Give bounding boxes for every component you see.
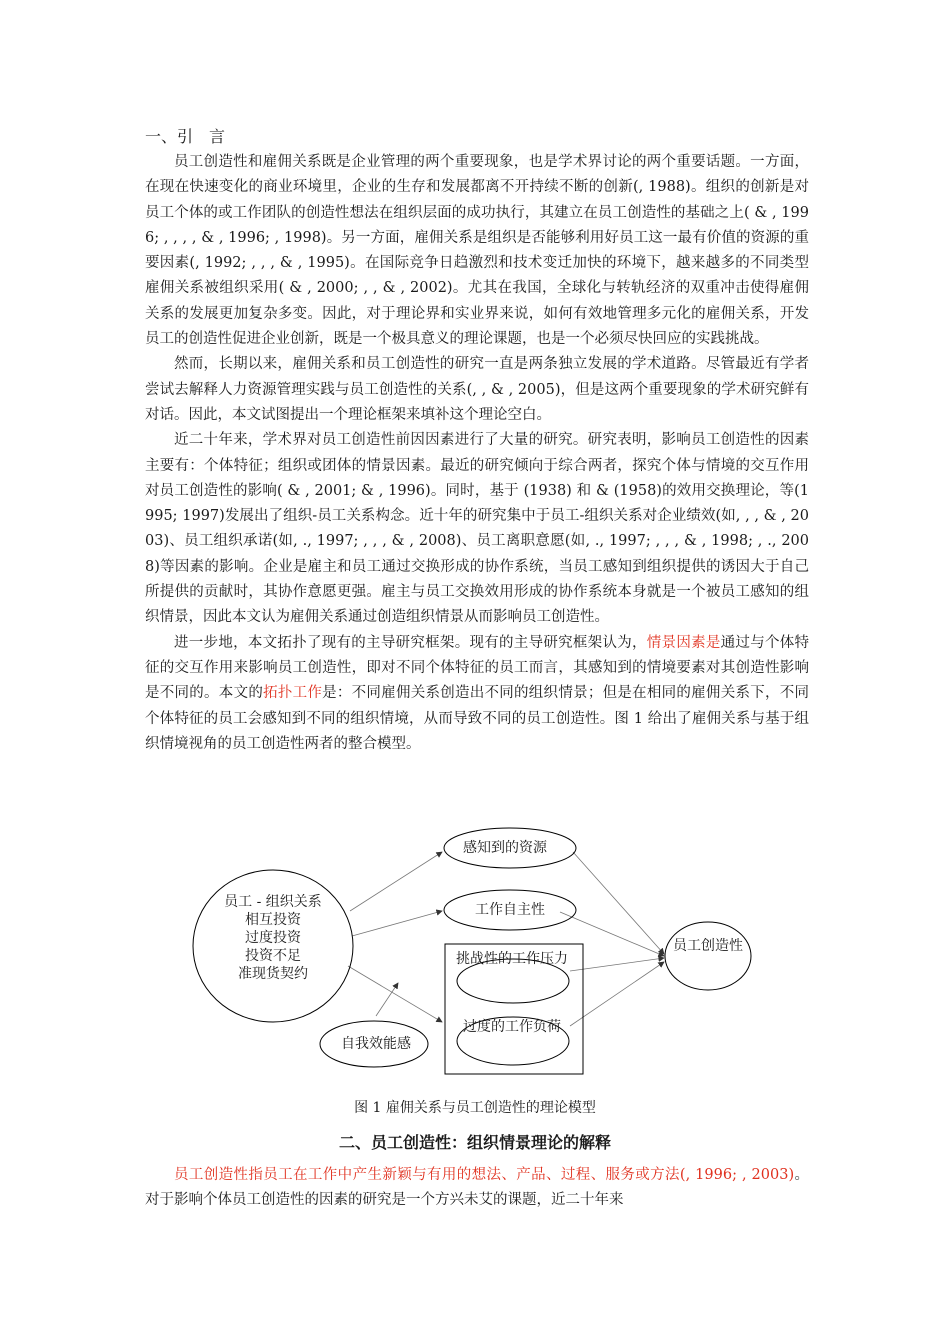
employee-creativity-node: [665, 922, 751, 990]
perceived-resources-label: 感知到的资源: [463, 840, 547, 856]
section-1: [145, 124, 809, 757]
arrow-relation-to-challenge-box: [348, 966, 442, 1022]
work-overload-label: 过度的工作负荷: [463, 1019, 561, 1035]
relation-label-2: 过度投资: [245, 930, 301, 946]
figure-1-theoretical-model: [180, 826, 780, 1086]
arrow-resource-to-creativity: [573, 852, 664, 954]
arrow-challenge-to-creativity: [570, 958, 664, 971]
relation-label-1: 相互投资: [245, 912, 301, 928]
section-2-heading: 二、员工创造性：组织情景理论的解释: [338, 1133, 611, 1152]
employee-organization-relationship-node: [193, 870, 353, 1022]
highlight-extension-work: 拓扑工作: [263, 685, 323, 702]
job-autonomy-label: 工作自主性: [475, 902, 545, 918]
arrow-overload-to-creativity: [570, 962, 664, 1026]
figure-caption: 图 1 雇佣关系与员工创造性的理论模型: [354, 1100, 596, 1116]
paragraph-3: 近二十年来，学术界对员工创造性前因因素进行了大量的研究。研究表明，影响员工创造性的因素主要有：个体特征；组织或团体的情景因素。最近的研究倾向于综合两者，探究个体与情境的交互作用对员工创造性的影响( & , 2001; & , 1996)。同时，基于 (1938) 和 & (1958)的效用交换理论，等(1995; 1997)发展出了组织-员工关系构念。近十年的研究集中于员工-组织关系对企业绩效(如, , , & , 2003)、员工组织承诺(如, ., 1997; , , , & , 2008)、员工离职意愿(如, ., 1997; , , , & , 1998; , ., 2008)等因素的影响。企业是雇主和员工通过交换形成的协作系统，当员工感知到组织提供的诱因大于自己所提供的贡献时，其协作意愿更强。雇主与员工交换效用形成的协作系统本身就是一个被员工感知的组织情景，因此本文认为雇佣关系通过创造组织情景从而影响员工创造性。: [145, 432, 809, 626]
arrow-relation-to-resource: [350, 852, 442, 911]
paragraph-2: 然而，长期以来，雇佣关系和员工创造性的研究一直是两条独立发展的学术道路。尽管最近有学者尝试去解释人力资源管理实践与员工创造性的关系(, , & , 2005)，但是这两个重要现象的学术研究鲜有对话。因此，本文试图提出一个理论框架来填补这个理论空白。: [145, 356, 809, 423]
paragraph-4-part-a: 进一步地，本文拓扑了现有的主导研究框架。现有的主导研究框架认为，: [174, 634, 647, 651]
section-2-paragraph-1-rest: 。对于影响个体员工创造性的因素的研究是一个方兴未艾的课题，近二十年来: [145, 1167, 810, 1209]
arrow-relation-to-autonomy: [352, 911, 442, 936]
relation-label-3: 投资不足: [245, 948, 301, 964]
paragraph-4: [145, 631, 809, 757]
self-efficacy-label: 自我效能感: [341, 1036, 411, 1052]
paragraph-4-part-b: 通过与个体特征的交互作用来影响员工创造性，即对不同个体特征的员工而言，其感知到的情境要素对其创造性影响是不同的。本文的: [145, 634, 810, 702]
section-2-paragraph-1: [145, 1163, 809, 1214]
section-1-heading: 一、引 言: [145, 127, 226, 146]
employee-creativity-label: 员工创造性: [673, 938, 743, 954]
paragraph-1: 员工创造性和雇佣关系既是企业管理的两个重要现象，也是学术界讨论的两个重要话题。一方面，在现在快速变化的商业环境里，企业的生存和发展都离不开持续不断的创新(, 1988)。组织的创新是对员工个体的或工作团队的创造性想法在组织层面的成功执行，其建立在员工创造性的基础之上( & , 1996; , , , , & , 1996; , 1998)。另一方面，雇佣关系是组织是否能够利用好员工这一最有价值的资源的重要因素(, 1992; , , , & , 1995)。在国际竞争日趋激烈和技术变迁加快的环境下，越来越多的不同类型雇佣关系被组织采用( & , 2000; , , & , 2002)。尤其在我国，全球化与转轨经济的双重冲击使得雇佣关系的发展更加复杂多变。因此，对于理论界和实业界来说，如何有效地管理多元化的雇佣关系，开发员工的创造性促进企业创新，既是一个极具意义的理论课题，也是一个必须尽快回应的实践挑战。: [145, 154, 809, 348]
arrow-self-efficacy: [376, 983, 398, 1016]
challenge-stress-label: 挑战性的工作压力: [456, 951, 568, 967]
paragraph-4-part-c: 是：不同雇佣关系创造出不同的组织情景；但是在相同的雇佣关系下，不同个体特征的员工会感知到不同的组织情境，从而导致不同的员工创造性。图 1 给出了雇佣关系与基于组织情境视角的员工创造性两者的整合模型。: [145, 685, 810, 752]
highlight-situational-factors: 情景因素是: [646, 634, 721, 651]
section-2: [145, 1163, 809, 1214]
model-diagram: [180, 826, 780, 1086]
relation-label-0: 员工 - 组织关系: [224, 894, 322, 910]
arrow-autonomy-to-creativity: [560, 912, 664, 956]
relation-label-4: 准现货契约: [238, 966, 308, 982]
diagram-arrows: [348, 852, 664, 1026]
creativity-definition-highlight: 员工创造性指员工在工作中产生新颖与有用的想法、产品、过程、服务或方法(, 1996; , 2003): [174, 1167, 795, 1183]
